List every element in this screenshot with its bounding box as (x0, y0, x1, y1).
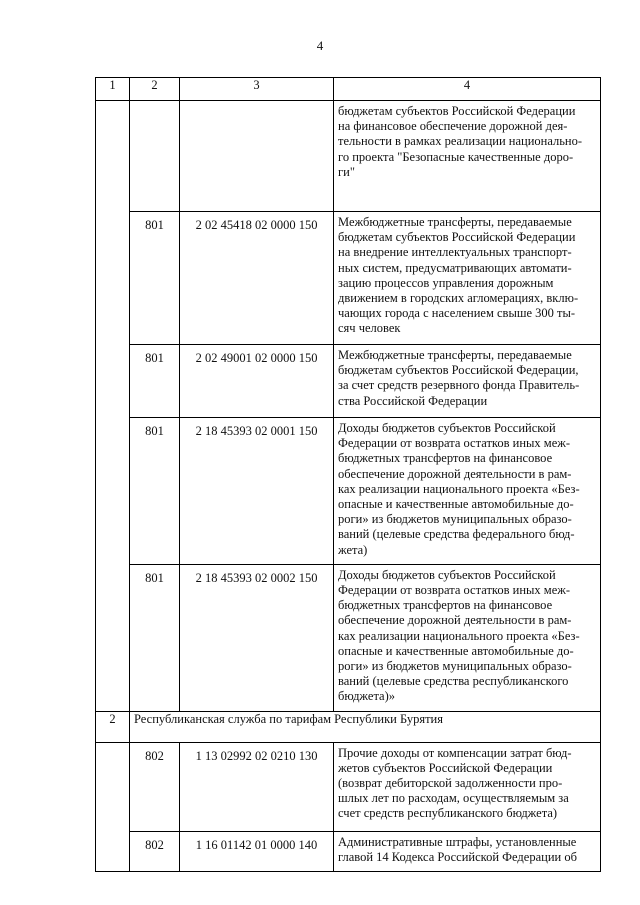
table-row (96, 212, 601, 345)
revenue-code: 2 02 49001 02 0000 150 (180, 345, 334, 418)
header-col-1: 1 (96, 78, 130, 101)
revenue-code: 1 16 01142 01 0000 140 (180, 831, 334, 871)
table-row (96, 345, 601, 418)
admin-code: 802 (130, 831, 180, 871)
admin-code: 801 (130, 345, 180, 418)
admin-code: 802 (130, 742, 180, 831)
revenue-code (180, 101, 334, 212)
page-number: 4 (316, 38, 324, 53)
revenue-description: бюджетам субъектов Российской Федерации на финансовое обеспечение дорожной дея- тельности в рамках реализации национально- го проекта "Безопасные качественные доро- ги" (334, 101, 601, 212)
admin-code: 801 (130, 564, 180, 711)
admin-code: 801 (130, 212, 180, 345)
section-title: Республиканская служба по тарифам Республики Бурятия (130, 711, 601, 742)
section-number: 2 (96, 711, 130, 742)
revenue-description: Межбюджетные трансферты, передаваемые бюджетам субъектов Российской Федерации на внедрение интеллектуальных транспорт- ных систем, предусматривающих автомати- зацию процессов управления дорожным движением в городских агломерациях, вклю- чающих города с населением свыше 300 ты- сяч человек (334, 212, 601, 345)
revenue-description: Административные штрафы, установленные главой 14 Кодекса Российской Федерации об (334, 831, 601, 871)
revenue-code: 2 02 45418 02 0000 150 (180, 212, 334, 345)
revenue-code: 2 18 45393 02 0001 150 (180, 418, 334, 565)
revenue-code: 2 18 45393 02 0002 150 (180, 564, 334, 711)
admin-code: 801 (130, 418, 180, 565)
table-row (96, 742, 601, 831)
header-col-4: 4 (334, 78, 601, 101)
admin-code (130, 101, 180, 212)
table-header-row (96, 78, 601, 101)
revenue-description: Доходы бюджетов субъектов Российской Федерации от возврата остатков иных меж- бюджетных трансфертов на финансовое обеспечение дорожной деятельности в рам- ках реализации национального проекта «Без- опасные и качественные автомобильные до- роги» из бюджетов муниципальных образо- ваний (целевые средства федерального бюд- жета) (334, 418, 601, 565)
table-row (96, 101, 601, 212)
revenue-description: Доходы бюджетов субъектов Российской Федерации от возврата остатков иных меж- бюджетных трансфертов на финансовое обеспечение дорожной деятельности в рам- ках реализации национального проекта «Без- опасные и качественные автомобильные до- роги» из бюджетов муниципальных образо- ваний (целевые средства республиканского бюджета)» (334, 564, 601, 711)
section-row (96, 711, 601, 742)
section-number-cell (96, 742, 130, 871)
header-col-3: 3 (180, 78, 334, 101)
table-row (96, 831, 601, 871)
revenue-description: Прочие доходы от компенсации затрат бюд- жетов субъектов Российской Федерации (возврат дебиторской задолженности про- шлых лет по расходам, осуществляемым за счет средств республиканского бюджета) (334, 742, 601, 831)
header-col-2: 2 (130, 78, 180, 101)
revenue-code: 1 13 02992 02 0210 130 (180, 742, 334, 831)
table-row (96, 564, 601, 711)
revenue-description: Межбюджетные трансферты, передаваемые бюджетам субъектов Российской Федерации, за счет средств резервного фонда Правитель- ства Российской Федерации (334, 345, 601, 418)
section-number-cell (96, 101, 130, 712)
table-row (96, 418, 601, 565)
budget-codes-table (95, 77, 601, 872)
